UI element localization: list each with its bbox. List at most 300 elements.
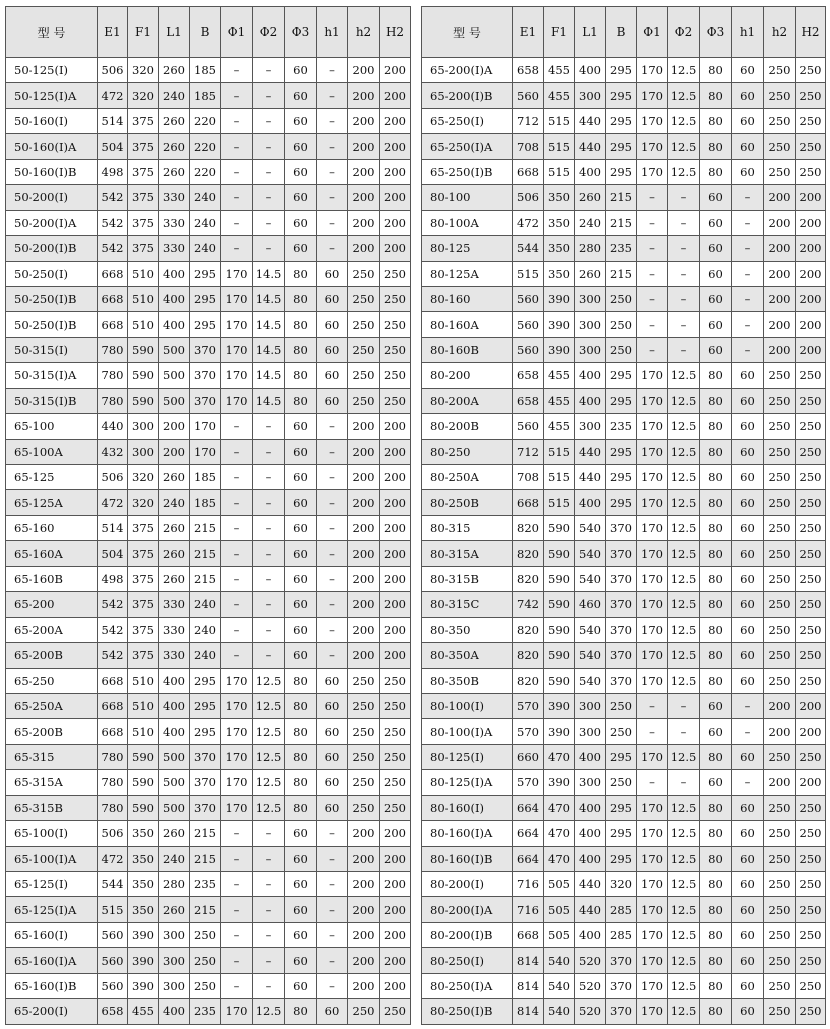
value-cell: 295 <box>190 286 221 311</box>
value-cell: 514 <box>98 515 128 540</box>
value-cell: 12.5 <box>668 643 700 668</box>
value-cell: 250 <box>380 286 411 311</box>
value-cell: 200 <box>380 973 411 998</box>
value-cell: 250 <box>380 337 411 362</box>
model-cell: 65-200(I) <box>6 999 98 1024</box>
table-row <box>422 414 826 439</box>
model-cell: 65-100A <box>6 439 98 464</box>
value-cell: 60 <box>317 693 348 718</box>
value-cell: 60 <box>285 922 317 947</box>
value-cell: 240 <box>190 643 221 668</box>
value-cell: 664 <box>513 821 544 846</box>
value-cell: 250 <box>796 566 826 591</box>
value-cell: 260 <box>159 541 190 566</box>
value-cell: 250 <box>606 286 637 311</box>
value-cell: 820 <box>513 617 544 642</box>
value-cell: – <box>668 286 700 311</box>
table-row <box>422 566 826 591</box>
value-cell: 60 <box>317 719 348 744</box>
value-cell: 470 <box>544 821 575 846</box>
table-row <box>6 337 411 362</box>
value-cell: 542 <box>98 617 128 642</box>
column-header: Φ3 <box>700 7 732 58</box>
value-cell: 60 <box>732 159 764 184</box>
value-cell: 200 <box>348 236 380 261</box>
value-cell: 250 <box>796 744 826 769</box>
value-cell: 80 <box>700 363 732 388</box>
value-cell: 668 <box>98 693 128 718</box>
value-cell: 260 <box>159 821 190 846</box>
value-cell: 215 <box>606 261 637 286</box>
model-cell: 80-200(I)A <box>422 897 513 922</box>
value-cell: – <box>317 108 348 133</box>
value-cell: 250 <box>380 388 411 413</box>
model-cell: 80-250B <box>422 490 513 515</box>
value-cell: 170 <box>637 439 668 464</box>
value-cell: 470 <box>544 744 575 769</box>
value-cell: 440 <box>575 465 606 490</box>
value-cell: 250 <box>796 872 826 897</box>
model-cell: 65-100(I)A <box>6 846 98 871</box>
model-cell: 80-160(I)B <box>422 846 513 871</box>
value-cell: 295 <box>606 388 637 413</box>
table-row <box>6 363 411 388</box>
value-cell: 60 <box>700 261 732 286</box>
value-cell: 250 <box>796 973 826 998</box>
value-cell: 200 <box>764 210 796 235</box>
value-cell: 370 <box>606 948 637 973</box>
value-cell: 60 <box>285 948 317 973</box>
model-cell: 80-100(I) <box>422 693 513 718</box>
model-cell: 50-315(I)B <box>6 388 98 413</box>
value-cell: 560 <box>513 414 544 439</box>
value-cell: 220 <box>190 108 221 133</box>
value-cell: 515 <box>544 159 575 184</box>
value-cell: – <box>221 465 253 490</box>
value-cell: – <box>668 261 700 286</box>
value-cell: 200 <box>159 439 190 464</box>
value-cell: 250 <box>796 922 826 947</box>
model-cell: 65-315 <box>6 744 98 769</box>
value-cell: 215 <box>190 566 221 591</box>
value-cell: 250 <box>764 617 796 642</box>
value-cell: 250 <box>348 261 380 286</box>
table-row <box>422 948 826 973</box>
value-cell: 330 <box>159 617 190 642</box>
value-cell: 200 <box>348 515 380 540</box>
value-cell: – <box>317 897 348 922</box>
model-cell: 65-125A <box>6 490 98 515</box>
value-cell: 200 <box>764 236 796 261</box>
table-row <box>6 668 411 693</box>
value-cell: 60 <box>317 795 348 820</box>
value-cell: – <box>253 108 285 133</box>
value-cell: 250 <box>764 465 796 490</box>
table-row <box>422 108 826 133</box>
value-cell: 200 <box>380 872 411 897</box>
value-cell: 60 <box>285 617 317 642</box>
value-cell: 708 <box>513 134 544 159</box>
value-cell: 170 <box>637 744 668 769</box>
value-cell: 60 <box>317 999 348 1024</box>
table-row <box>6 948 411 973</box>
value-cell: 350 <box>128 846 159 871</box>
value-cell: 820 <box>513 643 544 668</box>
value-cell: 60 <box>317 312 348 337</box>
value-cell: 250 <box>764 592 796 617</box>
value-cell: 200 <box>380 515 411 540</box>
model-cell: 50-315(I) <box>6 337 98 362</box>
table-row <box>6 922 411 947</box>
value-cell: 500 <box>159 795 190 820</box>
value-cell: 170 <box>637 897 668 922</box>
value-cell: 250 <box>764 973 796 998</box>
value-cell: 250 <box>796 897 826 922</box>
value-cell: 200 <box>380 439 411 464</box>
table-row <box>422 261 826 286</box>
value-cell: 400 <box>159 693 190 718</box>
value-cell: – <box>221 185 253 210</box>
value-cell: 80 <box>700 821 732 846</box>
value-cell: 330 <box>159 185 190 210</box>
table-row <box>422 541 826 566</box>
value-cell: 170 <box>637 515 668 540</box>
value-cell: 200 <box>796 770 826 795</box>
value-cell: 80 <box>700 744 732 769</box>
value-cell: 250 <box>764 108 796 133</box>
value-cell: 60 <box>285 159 317 184</box>
table-row <box>6 617 411 642</box>
value-cell: 250 <box>796 592 826 617</box>
value-cell: 295 <box>606 439 637 464</box>
value-cell: 370 <box>190 770 221 795</box>
value-cell: 515 <box>544 490 575 515</box>
value-cell: 780 <box>98 388 128 413</box>
value-cell: 185 <box>190 58 221 83</box>
value-cell: 250 <box>764 744 796 769</box>
table-row <box>422 363 826 388</box>
value-cell: 200 <box>380 210 411 235</box>
value-cell: 455 <box>544 414 575 439</box>
value-cell: 12.5 <box>668 414 700 439</box>
value-cell: 200 <box>380 617 411 642</box>
value-cell: 540 <box>575 617 606 642</box>
value-cell: 220 <box>190 134 221 159</box>
value-cell: – <box>317 541 348 566</box>
table-row <box>6 846 411 871</box>
value-cell: 170 <box>637 592 668 617</box>
value-cell: 400 <box>575 821 606 846</box>
model-cell: 65-200B <box>6 643 98 668</box>
value-cell: – <box>221 846 253 871</box>
value-cell: 250 <box>796 83 826 108</box>
value-cell: 510 <box>128 719 159 744</box>
value-cell: 170 <box>637 134 668 159</box>
value-cell: 560 <box>98 973 128 998</box>
value-cell: 250 <box>764 541 796 566</box>
value-cell: 250 <box>796 134 826 159</box>
value-cell: 668 <box>513 490 544 515</box>
value-cell: 250 <box>796 159 826 184</box>
value-cell: 330 <box>159 592 190 617</box>
table-row <box>422 846 826 871</box>
table-row <box>6 58 411 83</box>
value-cell: 200 <box>380 465 411 490</box>
value-cell: 12.5 <box>668 541 700 566</box>
table-row <box>6 312 411 337</box>
value-cell: – <box>637 286 668 311</box>
column-header-model: 型 号 <box>422 7 513 58</box>
value-cell: 440 <box>575 439 606 464</box>
value-cell: 350 <box>544 210 575 235</box>
value-cell: – <box>253 922 285 947</box>
value-cell: 80 <box>700 465 732 490</box>
model-cell: 80-160A <box>422 312 513 337</box>
table-row <box>422 744 826 769</box>
value-cell: 260 <box>159 134 190 159</box>
table-row <box>6 566 411 591</box>
column-header: E1 <box>98 7 128 58</box>
value-cell: 400 <box>575 388 606 413</box>
value-cell: – <box>221 490 253 515</box>
table-row <box>6 286 411 311</box>
value-cell: 170 <box>637 999 668 1024</box>
value-cell: – <box>253 973 285 998</box>
value-cell: 250 <box>348 363 380 388</box>
value-cell: 215 <box>606 210 637 235</box>
value-cell: 375 <box>128 236 159 261</box>
table-row <box>422 337 826 362</box>
model-cell: 80-100 <box>422 185 513 210</box>
value-cell: 375 <box>128 515 159 540</box>
dimension-table-left <box>5 6 411 1025</box>
value-cell: 240 <box>159 83 190 108</box>
value-cell: – <box>253 439 285 464</box>
value-cell: 542 <box>98 210 128 235</box>
value-cell: 12.5 <box>668 922 700 947</box>
value-cell: – <box>668 312 700 337</box>
value-cell: – <box>253 159 285 184</box>
value-cell: 12.5 <box>668 668 700 693</box>
value-cell: – <box>668 719 700 744</box>
value-cell: 506 <box>98 58 128 83</box>
value-cell: 60 <box>732 846 764 871</box>
value-cell: 240 <box>190 210 221 235</box>
table-row <box>422 821 826 846</box>
model-cell: 50-125(I)A <box>6 83 98 108</box>
value-cell: 170 <box>637 922 668 947</box>
value-cell: 250 <box>348 770 380 795</box>
value-cell: 215 <box>190 846 221 871</box>
value-cell: 370 <box>606 541 637 566</box>
value-cell: 60 <box>285 821 317 846</box>
value-cell: 200 <box>796 286 826 311</box>
value-cell: 250 <box>796 948 826 973</box>
value-cell: 60 <box>700 312 732 337</box>
column-header: H2 <box>796 7 826 58</box>
value-cell: 370 <box>606 566 637 591</box>
value-cell: 200 <box>764 261 796 286</box>
column-header: H2 <box>380 7 411 58</box>
value-cell: 185 <box>190 490 221 515</box>
value-cell: 80 <box>285 668 317 693</box>
value-cell: 170 <box>637 668 668 693</box>
value-cell: 60 <box>732 973 764 998</box>
column-header: h2 <box>348 7 380 58</box>
value-cell: 400 <box>575 490 606 515</box>
table-row <box>422 897 826 922</box>
value-cell: 472 <box>513 210 544 235</box>
value-cell: 505 <box>544 897 575 922</box>
value-cell: 285 <box>606 922 637 947</box>
value-cell: – <box>253 210 285 235</box>
table-row <box>422 312 826 337</box>
value-cell: 400 <box>575 58 606 83</box>
model-cell: 65-125 <box>6 465 98 490</box>
table-row <box>422 465 826 490</box>
value-cell: 60 <box>285 490 317 515</box>
value-cell: 200 <box>380 897 411 922</box>
value-cell: – <box>253 134 285 159</box>
value-cell: 250 <box>796 846 826 871</box>
model-cell: 80-250 <box>422 439 513 464</box>
value-cell: 506 <box>98 821 128 846</box>
value-cell: 295 <box>606 363 637 388</box>
value-cell: 170 <box>637 821 668 846</box>
value-cell: 250 <box>348 312 380 337</box>
value-cell: 375 <box>128 592 159 617</box>
value-cell: 60 <box>732 439 764 464</box>
value-cell: 668 <box>513 922 544 947</box>
value-cell: 250 <box>796 515 826 540</box>
value-cell: 170 <box>221 770 253 795</box>
value-cell: 80 <box>700 566 732 591</box>
value-cell: 14.5 <box>253 312 285 337</box>
value-cell: 250 <box>764 490 796 515</box>
model-cell: 80-160 <box>422 286 513 311</box>
value-cell: 80 <box>285 388 317 413</box>
value-cell: 250 <box>764 414 796 439</box>
column-header: Φ1 <box>637 7 668 58</box>
value-cell: 170 <box>190 439 221 464</box>
value-cell: 510 <box>128 286 159 311</box>
value-cell: – <box>221 948 253 973</box>
table-row <box>422 973 826 998</box>
value-cell: 60 <box>732 821 764 846</box>
value-cell: – <box>317 821 348 846</box>
value-cell: 14.5 <box>253 388 285 413</box>
value-cell: 200 <box>764 337 796 362</box>
value-cell: 375 <box>128 185 159 210</box>
value-cell: 170 <box>637 414 668 439</box>
value-cell: 250 <box>796 617 826 642</box>
value-cell: 250 <box>764 363 796 388</box>
value-cell: 250 <box>764 134 796 159</box>
value-cell: 12.5 <box>668 490 700 515</box>
model-cell: 65-160(I)A <box>6 948 98 973</box>
value-cell: 500 <box>159 744 190 769</box>
table-row <box>6 897 411 922</box>
value-cell: 80 <box>285 744 317 769</box>
column-header: h2 <box>764 7 796 58</box>
value-cell: – <box>668 185 700 210</box>
value-cell: – <box>221 922 253 947</box>
value-cell: 280 <box>575 236 606 261</box>
value-cell: 60 <box>285 973 317 998</box>
model-cell: 65-200B <box>6 719 98 744</box>
table-row <box>6 108 411 133</box>
value-cell: 80 <box>700 872 732 897</box>
value-cell: – <box>221 210 253 235</box>
value-cell: 14.5 <box>253 261 285 286</box>
value-cell: 250 <box>190 948 221 973</box>
model-cell: 80-250(I)A <box>422 973 513 998</box>
column-header: Φ2 <box>668 7 700 58</box>
value-cell: 60 <box>285 134 317 159</box>
value-cell: 170 <box>221 388 253 413</box>
value-cell: 400 <box>575 846 606 871</box>
value-cell: 515 <box>544 439 575 464</box>
value-cell: 250 <box>348 744 380 769</box>
table-row <box>6 973 411 998</box>
value-cell: 570 <box>513 719 544 744</box>
value-cell: – <box>221 159 253 184</box>
model-cell: 65-160B <box>6 566 98 591</box>
value-cell: 295 <box>190 668 221 693</box>
value-cell: 540 <box>575 566 606 591</box>
value-cell: – <box>221 592 253 617</box>
value-cell: 455 <box>544 83 575 108</box>
value-cell: 170 <box>637 948 668 973</box>
value-cell: 200 <box>764 770 796 795</box>
value-cell: – <box>317 948 348 973</box>
value-cell: 400 <box>159 261 190 286</box>
value-cell: 200 <box>348 414 380 439</box>
value-cell: 240 <box>190 617 221 642</box>
value-cell: 390 <box>128 973 159 998</box>
value-cell: 440 <box>575 134 606 159</box>
value-cell: 460 <box>575 592 606 617</box>
value-cell: 390 <box>544 337 575 362</box>
table-row <box>6 465 411 490</box>
model-cell: 80-200A <box>422 388 513 413</box>
value-cell: 80 <box>700 541 732 566</box>
value-cell: 590 <box>544 668 575 693</box>
value-cell: 544 <box>98 872 128 897</box>
column-header-model: 型 号 <box>6 7 98 58</box>
value-cell: 200 <box>380 236 411 261</box>
value-cell: 200 <box>348 566 380 591</box>
table-row <box>422 134 826 159</box>
value-cell: 60 <box>285 439 317 464</box>
value-cell: 400 <box>159 999 190 1024</box>
model-cell: 80-160(I) <box>422 795 513 820</box>
value-cell: 185 <box>190 83 221 108</box>
value-cell: 260 <box>159 566 190 591</box>
value-cell: 60 <box>700 337 732 362</box>
value-cell: 250 <box>764 922 796 947</box>
value-cell: 80 <box>700 108 732 133</box>
value-cell: 60 <box>285 210 317 235</box>
value-cell: 80 <box>700 643 732 668</box>
model-cell: 65-160A <box>6 541 98 566</box>
value-cell: 498 <box>98 159 128 184</box>
value-cell: 200 <box>764 185 796 210</box>
value-cell: 12.5 <box>253 770 285 795</box>
table-row <box>6 439 411 464</box>
value-cell: 60 <box>285 592 317 617</box>
value-cell: 200 <box>796 312 826 337</box>
